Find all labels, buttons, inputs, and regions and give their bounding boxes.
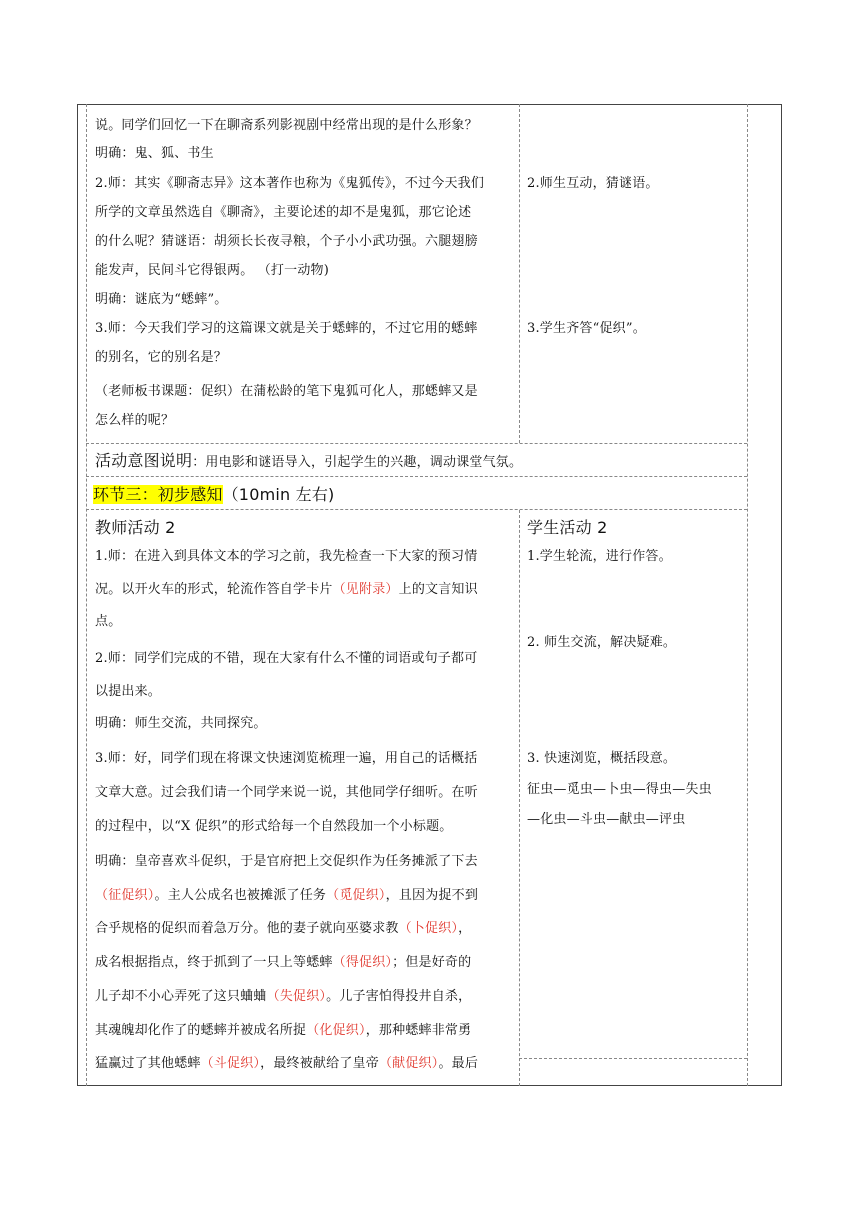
paragraph-line: 其魂魄却化作了的蟋蟀并被成名所捉（化促织），那种蟋蟀非常勇	[95, 1023, 472, 1038]
section-title: 环节三：初步感知	[93, 485, 223, 504]
paragraph-line: 合乎规格的促织而着急万分。他的妻子就向巫婆求教（卜促织），	[95, 921, 472, 936]
student-answer-2: 2.师生互动，猜谜语。	[527, 176, 659, 191]
paragraph-line: 儿子却不小心弄死了这只蛐蛐（失促织）。儿子害怕得投井自杀，	[95, 989, 472, 1004]
paragraph-line: 况。以开火车的形式，轮流作答自学卡片（见附录）上的文言知识	[95, 582, 478, 597]
column-divider-top	[519, 104, 520, 443]
column-divider-bottom	[519, 510, 520, 1086]
paragraph-line: 说。同学们回忆一下在聊斋系列影视剧中经常出现的是什么形象？	[95, 118, 478, 133]
paragraph-line: 能发声，民间斗它得银两。 （打一动物)	[95, 263, 330, 278]
student-step-3: 3. 快速浏览，概括段意。	[527, 751, 677, 766]
paragraph-line: 文章大意。过会我们请一个同学来说一说，其他同学仔细听。在听	[95, 785, 478, 800]
paragraph-line: 3.师：今天我们学习的这篇课文就是关于蟋蟀的，不过它用的蟋蟀	[95, 321, 478, 336]
paragraph-line: 怎么样的呢？	[95, 413, 175, 428]
paragraph-line: 明确：谜底为“蟋蟀”。	[95, 292, 228, 307]
teacher-activity-heading: 教师活动 2	[95, 518, 176, 537]
paragraph-summary-line-1: 征虫—觅虫—卜虫—得虫—失虫	[527, 782, 712, 797]
student-step-2: 2. 师生交流，解决疑难。	[527, 635, 677, 650]
inner-right-border	[747, 104, 748, 1086]
paragraph-line: 明确：师生交流，共同探究。	[95, 716, 267, 731]
student-answer-3: 3.学生齐答“促织”。	[527, 321, 646, 336]
paragraph-line: 1.师：在进入到具体文本的学习之前，我先检查一下大家的预习情	[95, 549, 478, 564]
paragraph-line: 以提出来。	[95, 684, 162, 699]
section-time: （10min 左右)	[222, 485, 335, 504]
paragraph-line: 所学的文章虽然选自《聊斋》，主要论述的却不是鬼狐，那它论述	[95, 205, 472, 220]
paragraph-line: 2.师：同学们完成的不错，现在大家有什么不懂的词语或句子都可	[95, 651, 478, 666]
activity-intent-colon: ：	[192, 455, 206, 470]
paragraph-line: （老师板书课题：促织）在蒲松龄的笔下鬼狐可化人，那蟋蟀又是	[95, 384, 478, 399]
paragraph-line: 成名根据指点，终于抓到了一只上等蟋蟀（得促织）；但是好奇的	[95, 955, 472, 970]
section-heading	[93, 478, 334, 511]
paragraph-line: 明确：皇帝喜欢斗促织，于是官府把上交促织作为任务摊派了下去	[95, 854, 478, 869]
student-cell-bottom	[519, 1058, 747, 1059]
student-activity-heading: 学生活动 2	[527, 518, 608, 537]
activity-intent	[95, 444, 522, 479]
student-step-1: 1.学生轮流，进行作答。	[527, 549, 672, 564]
paragraph-line: 点。	[95, 614, 122, 629]
paragraph-line: 猛赢过了其他蟋蟀（斗促织），最终被献给了皇帝（献促织）。最后	[95, 1056, 479, 1071]
activity-intent-text: 用电影和谜语导入，引起学生的兴趣，调动课堂气氛。	[205, 455, 523, 470]
appendix-reference: （见附录）	[332, 582, 399, 597]
inner-left-border	[86, 104, 87, 1086]
paragraph-line: 的过程中，以“X 促织”的形式给每一个自然段加一个小标题。	[95, 819, 453, 834]
paragraph-summary-line-2: —化虫—斗虫—献虫—评虫	[527, 812, 686, 827]
paragraph-line: 2.师：其实《聊斋志异》这本著作也称为《鬼狐传》，不过今天我们	[95, 176, 485, 191]
paragraph-line: 的别名，它的别名是？	[95, 350, 228, 365]
paragraph-line: 的什么呢？猜谜语：胡须长长夜寻粮，个子小小武功强。六腿翅膀	[95, 234, 478, 249]
paragraph-line: 3.师：好，同学们现在将课文快速浏览梳理一遍，用自己的话概括	[95, 751, 478, 766]
paragraph-line: （征促织）。主人公成名也被摊派了任务（觅促织），且因为捉不到	[95, 888, 479, 903]
paragraph-line: 明确：鬼、狐、书生	[95, 146, 214, 161]
activity-intent-label: 活动意图说明	[95, 451, 193, 470]
